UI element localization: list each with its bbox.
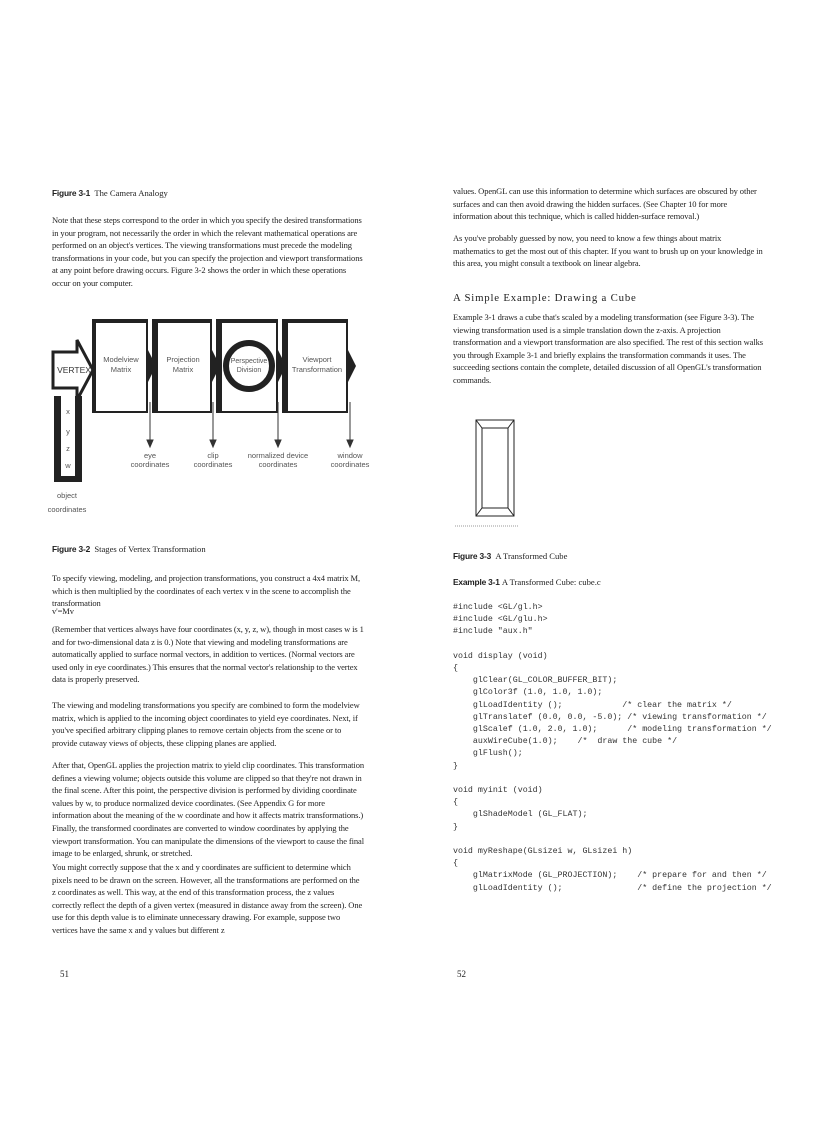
paragraph-steps-order: Note that these steps correspond to the order in which you specify the desired transformations in your program, not necessarily the order in which the relevant mathematical operations are performed on an object's vertices. The viewing transformations must precede the modeling transformations in your code, but you can specify the projection and viewport transformations at any point before drawing occurs. Figure 3-2 shows the order in which these operations occur on your computer.: [52, 215, 363, 288]
section-heading-cube: A Simple Example: Drawing a Cube: [453, 292, 637, 304]
viewport-label-2: Transformation: [291, 365, 343, 374]
output-ndc-2: coordinates: [258, 460, 298, 469]
projection-label-1: Projection: [166, 355, 200, 364]
page-number-right: 52: [457, 969, 466, 979]
output-clip-1: clip: [207, 451, 219, 460]
object-label-2: coordinates: [47, 505, 87, 514]
transformed-cube-figure: [453, 410, 533, 535]
equation: v'=Mv: [52, 606, 74, 616]
perspective-label-2: Division: [236, 367, 262, 374]
perspective-label-1: Perspective: [230, 358, 268, 365]
code-listing: #include <GL/gl.h> #include <GL/glu.h> #include "aux.h" void display (void) { glClear(GL_COLOR_BUFFER_BIT); glColor3f (1.0, 1.0, 1.0); glLoadIdentity (); /* clear the matrix */ glTranslatef (0.0, 0.0, -5.0); /* viewing transformation */ glScalef (1.0, 2.0, 1.0); /* modeling transformation */ auxWireCube(1.0); /* draw the cube */ glFlush(); } void myinit (void) { glShadeModel (GL_FLAT); } void myReshape(GLsizei w, GLsizei h) { glMatrixMode (GL_PROJECTION); /* prepare for and then */ glLoadIdentity (); /* define the projection */: [453, 603, 772, 893]
modelview-label-2: Matrix: [110, 365, 132, 374]
paragraph-example-intro: Example 3-1 draws a cube that's scaled by a modeling transformation (see Figure 3-3). The viewing transformation used is a simple translation down the z-axis. A projection transformation and a viewport transformation are also specified. The rest of this section walks you through Example 3-1 and briefly explains the transformation commands it uses. The succeeding sections contain the complete, detailed discussion of all OpenGL's transformation commands.: [453, 312, 763, 385]
object-label-1: object: [56, 491, 78, 500]
vector-z: z: [66, 444, 70, 453]
projection-label-2: Matrix: [172, 365, 194, 374]
figure-3-1-caption: Figure 3-1 The Camera Analogy: [52, 188, 168, 198]
viewport-label-1: Viewport: [302, 355, 332, 364]
modelview-label-1: Modelview: [103, 355, 139, 364]
perspective-division-circle: [226, 343, 272, 389]
paragraph-matrix-math: As you've probably guessed by now, you need to know a few things about matrix mathematics to get the most out of this chapter. If you want to brush up on your knowledge in this area, you might consult a textbook on linear algebra.: [453, 233, 763, 269]
paragraph-matrix-m: To specify viewing, modeling, and projection transformations, you construct a 4x4 matrix M, which is then multiplied by the coordinates of each vertex v in the scene to accomplish the transformation: [52, 573, 361, 609]
output-eye-2: coordinates: [130, 460, 170, 469]
paragraph-hidden-surfaces: values. OpenGL can use this information to determine which surfaces are obscured by other surfaces and can then avoid drawing the hidden surfaces. (See Chapter 10 for more information about this technique, which is called hidden-surface removal.): [453, 186, 757, 222]
output-eye-1: eye: [143, 451, 157, 460]
output-window-2: coordinates: [330, 460, 370, 469]
cube-inner-face: [482, 428, 508, 508]
figure-3-2-caption: Figure 3-2 Stages of Vertex Transformation: [52, 544, 206, 554]
paragraph-four-coordinates: (Remember that vertices always have four coordinates (x, y, z, w), though in most cases w is 1 and for two-dimensional data z is 0.) Note that viewing and modeling transformations are automatically applied to surface normal vectors, in addition to vertices. (Normal vectors are used only in eye coordinates.) This ensures that the normal vector's relationship to the vertex data is properly preserved.: [52, 624, 364, 685]
vector-y: y: [66, 427, 70, 436]
vector-x: x: [66, 407, 70, 416]
arrow-4: [348, 350, 356, 382]
example-3-1-caption: Example 3-1 A Transformed Cube: cube.c: [453, 577, 601, 587]
paragraph-depth-values: You might correctly suppose that the x and y coordinates are sufficient to determine which pixels need to be drawn on the screen. However, all the transformations are performed on the z coordinates as well. This way, at the end of this transformation process, the z values correctly reflect the depth of a given vertex (measured in distance away from the screen). One use for this depth value is to eliminate unnecessary drawing. For example, suppose two vertices have the same x and y values but different z: [52, 862, 363, 935]
vector-w: w: [65, 461, 71, 470]
paragraph-modelview-matrix: The viewing and modeling transformations you specify are combined to form the modelview matrix, which is applied to the incoming object coordinates to yield eye coordinates. Next, if you've specified arbitrary clipping planes to remove certain objects from the scene or to provide cutaway views of objects, these clipping planes are applied.: [52, 700, 360, 748]
page-number-left: 51: [60, 969, 69, 979]
output-clip-2: coordinates: [193, 460, 233, 469]
output-ndc-1: normalized device: [247, 451, 309, 460]
vertex-transformation-diagram: [47, 312, 372, 522]
output-window-1: window: [337, 451, 363, 460]
figure-3-3-caption: Figure 3-3 A Transformed Cube: [453, 551, 568, 561]
vertex-label: VERTEX: [57, 365, 91, 375]
paragraph-projection-matrix: After that, OpenGL applies the projection matrix to yield clip coordinates. This transformation defines a viewing volume; objects outside this volume are clipped so that they're not drawn in the final scene. After this point, the perspective division is performed by dividing coordinate values by w, to produce normalized device coordinates. (See Appendix G for more information about the meaning of the w coordinate and how it affects matrix transformations.) Finally, the transformed coordinates are converted to window coordinates by applying the viewport transformation. You can manipulate the dimensions of the viewport to cause the final image to be enlarged, shrunk, or stretched.: [52, 760, 364, 859]
